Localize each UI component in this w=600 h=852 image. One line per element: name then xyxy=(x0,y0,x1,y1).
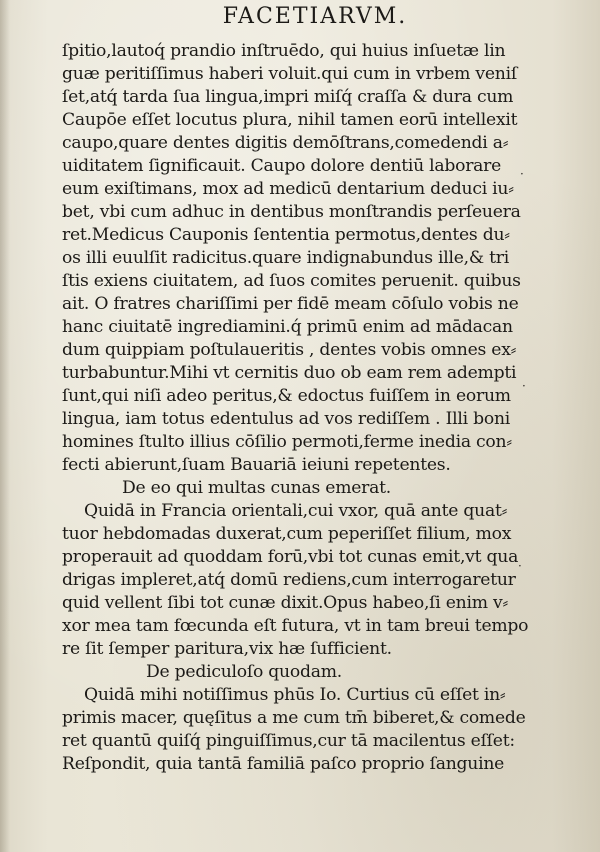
text-line: guæ peritiſſimus haberi voluit.qui cum in vrbem veniſ xyxy=(62,64,517,84)
text-line: properauit ad quoddam forū,vbi tot cunas emit,vt qua xyxy=(62,547,519,567)
text-line: ret quantū quiſq́ pinguiſſimus,cur tā macilentus eſſet: xyxy=(62,731,515,751)
text-line: homines ſtulto illius cōſilio permoti,ferme inedia con⸗ xyxy=(62,432,512,452)
text-line: primis macer, quęſitus a me cum tm̄ biberet,& comede xyxy=(62,708,526,728)
text-line: caupo,quare dentes digitis demōſtrans,comedendi a⸗ xyxy=(62,133,509,153)
text-line: tuor hebdomadas duxerat,cum peperiſſet filium, mox xyxy=(62,524,512,544)
text-line: bet, vbi cum adhuc in dentibus monſtrandis perſeuera xyxy=(62,202,521,222)
section-heading: De eo qui multas cunas emerat. xyxy=(122,478,392,498)
text-line: ſpitio,lautoq́ prandio inſtruēdo, qui huius inſuetæ lin xyxy=(62,41,506,61)
text-line: ſtis exiens ciuitatem, ad ſuos comites peruenit. quibus xyxy=(62,271,521,291)
text-line: eum exiſtimans, mox ad medicū dentarium deduci iu⸗ xyxy=(62,179,514,199)
text-line: re ſit ſemper paritura,vix hæ ſufficient. xyxy=(62,639,392,659)
running-title: FACETIARVM. xyxy=(222,4,408,29)
text-line: quid vellent ſibi tot cunæ dixit.Opus habeo,ſi enim v⸗ xyxy=(62,593,508,613)
section-heading: De pediculoſo quodam. xyxy=(146,662,342,682)
text-line: Quidā in Francia orientali,cui vxor, quā ante quat⸗ xyxy=(84,501,508,521)
text-line: xor mea tam fœcunda eſt futura, vt in tam breui tempo xyxy=(62,616,529,636)
text-line: uiditatem ſignificauit. Caupo dolore dentiū laborare xyxy=(62,156,502,176)
text-line: turbabuntur.Mihi vt cernitis duo ob eam rem adempti xyxy=(62,363,517,383)
text-line: dum quippiam poſtulaueritis , dentes vobis omnes ex⸗ xyxy=(62,340,517,360)
text-line: hanc ciuitatē ingrediamini.q́ primū enim ad mādacan xyxy=(62,317,513,337)
text-line: ret.Medicus Cauponis ſententia permotus,dentes du⸗ xyxy=(62,225,510,245)
margin-mark: · xyxy=(520,167,524,181)
text-line: Reſpondit, quia tantā familiā paſco proprio ſanguine xyxy=(62,754,505,774)
text-line: lingua, iam totus edentulus ad vos rediſſem . Illi boni xyxy=(62,409,511,429)
margin-mark: · xyxy=(518,559,522,573)
margin-mark: · xyxy=(522,379,526,393)
text-line: fecti abierunt,ſuam Bauariā ieiuni repetentes. xyxy=(62,455,451,475)
text-line: ait. O fratres chariſſimi per fidē meam cōſulo vobis ne xyxy=(62,294,519,314)
text-line: drigas impleret,atq́ domū rediens,cum interrogaretur xyxy=(62,570,516,590)
text-line: ſunt,qui niſi adeo peritus,& edoctus fuiſſem in eorum xyxy=(62,386,511,406)
text-line: Quidā mihi notiſſimus phūs Io. Curtius cū eſſet in⸗ xyxy=(84,685,506,705)
body-text xyxy=(62,40,529,776)
text-line: ſet,atq́ tarda ſua lingua,impri miſq́ craſſa & dura cum xyxy=(62,87,514,107)
page-gutter-shadow xyxy=(0,0,10,852)
text-line: os illi euulſit radicitus.quare indignabundus ille,& tri xyxy=(62,248,510,268)
text-line: Caupōe eſſet locutus plura, nihil tamen eorū intellexit xyxy=(62,110,518,130)
